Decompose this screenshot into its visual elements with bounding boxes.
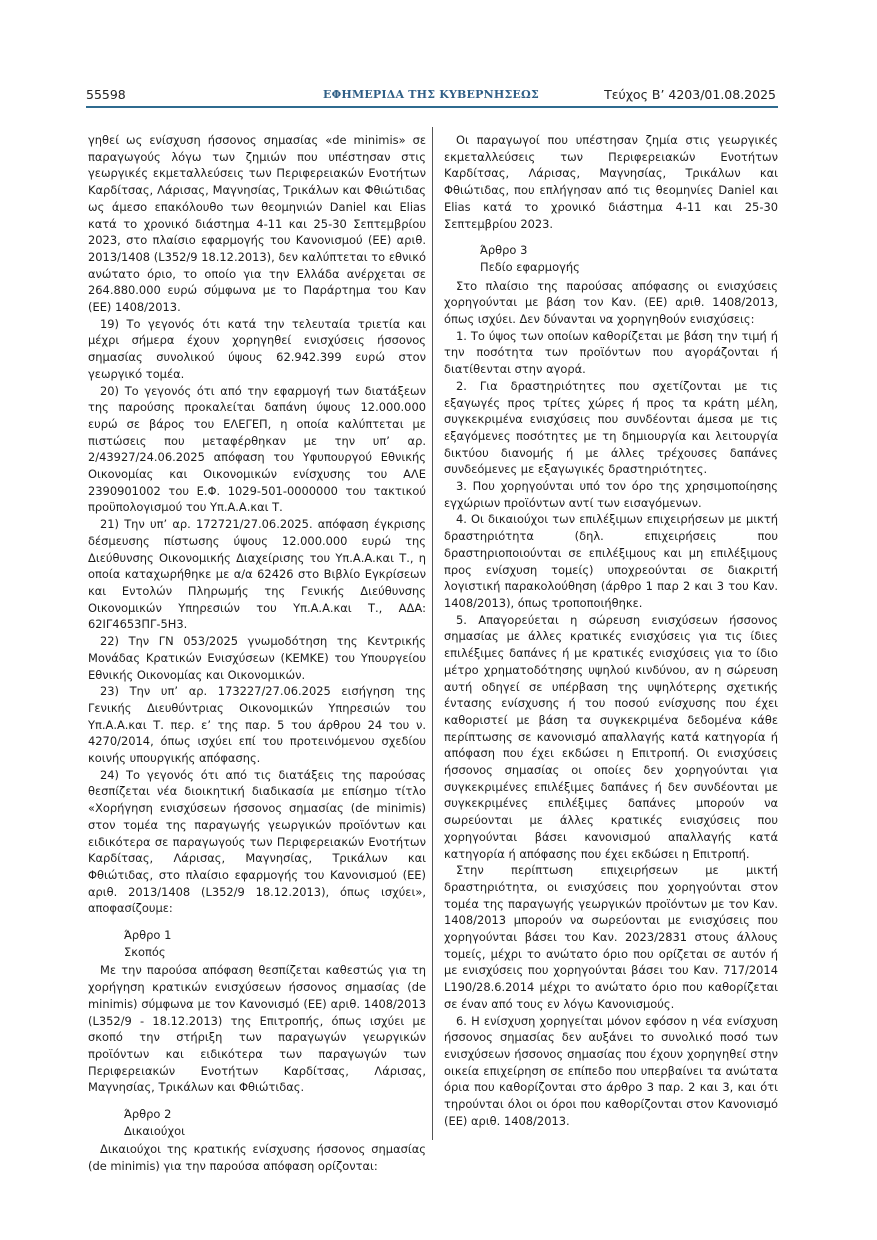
article-3-item-1: 1. Το ύψος των οποίων καθορίζεται με βάση την τιμή ή την ποσότητα των προϊόντων που αγοράζονται ή διατίθενται στην αγορά.	[444, 328, 778, 377]
header-rule	[86, 106, 778, 108]
list-item-20: 20) Το γεγονός ότι από την εφαρμογή των διατάξεων της παρούσης προκαλείται δαπάνη ύψους 12.000.000 ευρώ σε βάρος του ΕΛΕΓΕΠ, η οποία καλύπτεται με πιστώσεις που μεταφέρθηκαν με την υπ’ αρ. 2/43927/24.06.2025 απόφαση του Υφυπουργού Εθνικής Οικονομίας και Οικονομικών ενίσχυσης του ΑΛΕ 2390901002 του Ε.Φ. 1029-501-0000000 του τακτικού προϋπολογισμού του Υπ.Α.Α.και Τ.	[88, 383, 426, 515]
article-title: Δικαιούχοι	[124, 1123, 185, 1138]
article-3-item-5-continued: Στην περίπτωση επιχειρήσεων με μικτή δραστηριότητα, οι ενισχύσεις που χορηγούνται στον τομέα της παραγωγής γεωργικών προϊόντων με τον Καν. 1408/2013 μπορούν να σωρεύονται με ενισχύσεις που χορηγούνται βάσει του Καν. 2023/2831 στους άλλους τομείς, μέχρι το ανώτατο όριο που ορίζεται σε αυτόν ή με ενισχύσεις που χορηγούνται βάσει του Καν. 717/2014 L190/28.6.2014 μέχρι το ανώτατο όριο που καθορίζεται σε έναν από τους εν λόγω Κανονισμούς.	[444, 863, 778, 1011]
article-2-continued: Οι παραγωγοί που υπέστησαν ζημία στις γεωργικές εκμεταλλεύσεις των Περιφερειακών Ενοτήτων Καρδίτσας, Λάρισας, Μαγνησίας, Τρικάλων και Φθιώτιδας, που επλήγησαν από τις θεομηνίες Daniel και Elias κατά το χρονικό διάστημα 4-11 και 25-30 Σεπτεμβρίου 2023.	[444, 133, 778, 231]
article-1-heading	[88, 927, 426, 960]
article-number: Άρθρο 2	[124, 1107, 172, 1122]
article-3-item-2: 2. Για δραστηριότητες που σχετίζονται με τις εξαγωγές προς τρίτες χώρες ή προς τα κράτη μέλη, συγκεκριμένα ενισχύσεις που συνδέονται άμεσα με τις εξαγόμενες ποσότητες με τη δημιουργία και λειτουργία δικτύου διανομής ή με άλλες τρέχουσες δαπάνες συνδεόμενες με εξαγωγικές δραστηριότητες.	[444, 378, 778, 477]
list-item-19: 19) Το γεγονός ότι κατά την τελευταία τριετία και μέχρι σήμερα έχουν χορηγηθεί ενισχύσεις ήσσονος σημασίας συνολικού ύψους 62.942.399 ευρώ στον γεωργικό τομέα.	[88, 316, 426, 381]
paragraph-continuation: γηθεί ως ενίσχυση ήσσονος σημασίας «de minimis» σε παραγωγούς λόγω των ζημιών που υπέστησαν στις γεωργικές εκμεταλλεύσεις των Περιφερειακών Ενοτήτων Καρδίτσας, Λάρισας, Μαγνησίας, Τρικάλων και Φθιώτιδας ως άμεσο επακόλουθο των θεομηνιών Daniel και Elias κατά το χρονικό διάστημα 4-11 και 25-30 Σεπτεμβρίου 2023, στο πλαίσιο εφαρμογής του Κανονισμού (ΕΕ) αριθ. 2013/1408 (L352/9 18.12.2013), δεν καλύπτεται το εθνικό ανώτατο όριο, το οποίο για την Ελλάδα ανέρχεται σε 264.880.000 ευρώ σύμφωνα με το Παράρτημα του Καν (ΕΕ) 1408/2013.	[88, 133, 426, 315]
column-divider	[432, 127, 433, 1140]
article-2-text: Δικαιούχοι της κρατικής ενίσχυσης ήσσονος σημασίας (de minimis) για την παρούσα απόφαση ορίζονται:	[88, 1142, 426, 1174]
page-number: 55598	[86, 87, 126, 102]
list-item-24: 24) Το γεγονός ότι από τις διατάξεις της παρούσας θεσπίζεται νέα διοικητική διαδικασία με επίσημο τίτλο «Χορήγηση ενισχύσεων ήσσονος σημασίας (de minimis) στον τομέα της παραγωγής γεωργικών προϊόντων και ειδικότερα σε παραγωγούς των Περιφερειακών Ενοτήτων Καρδίτσας, Λάρισας, Μαγνησίας, Τρικάλων και Φθιώτιδας, στο πλαίσιο εφαρμογής του Κανονισμού (ΕΕ) αριθ. 2013/1408 (L352/9 18.12.2013), όπως ισχύει», αποφασίζουμε:	[88, 767, 426, 916]
list-item-23: 23) Την υπ’ αρ. 173227/27.06.2025 εισήγηση της Γενικής Διευθύντριας Οικονομικών Υπηρεσιών του Υπ.Α.Α.και Τ. περ. ε’ της παρ. 5 του άρθρου 24 του ν. 4270/2014, όπως ισχύει επί του προτεινόμενου σχεδίου κοινής υπουργικής απόφασης.	[88, 684, 426, 766]
page-header	[86, 84, 776, 106]
article-title: Πεδίο εφαρμογής	[480, 259, 580, 274]
article-3-intro: Στο πλαίσιο της παρούσας απόφασης οι ενισχύσεις χορηγούνται με βάση τον Καν. (ΕΕ) αριθ. 1408/2013, όπως ισχύει. Δεν δύνανται να χορηγηθούν ενισχύσεις:	[444, 278, 778, 327]
article-title: Σκοπός	[124, 944, 166, 959]
list-item-22: 22) Την ΓΝ 053/2025 γνωμοδότηση της Κεντρικής Μονάδας Κρατικών Ενισχύσεων (ΚΕΜΚΕ) του Υπουργείου Εθνικής Οικονομίας και Οικονομικών.	[88, 634, 426, 682]
gazette-title: ΕΦΗΜΕΡΙΔΑ ΤΗΣ ΚΥΒΕΡΝΗΣΕΩΣ	[323, 88, 539, 101]
right-column	[444, 132, 778, 1129]
article-3-item-4: 4. Οι δικαιούχοι των επιλέξιμων επιχειρήσεων με μικτή δραστηριότητα (δηλ. επιχειρήσεις που δραστηριοποιούνται σε επιλέξιμους και μη επιλέξιμους προς ενίσχυση τομείς) υποχρεούνται σε διακριτή λογιστική παρακολούθηση (άρθρο 1 παρ 2 και 3 του Καν. 1408/2013), όπως τροποποιήθηκε.	[444, 512, 778, 610]
article-3-item-3: 3. Που χορηγούνται υπό τον όρο της χρησιμοποίησης εγχώριων προϊόντων αντί των εισαγόμενων.	[444, 479, 778, 510]
article-3-item-5: 5. Απαγορεύεται η σώρευση ενισχύσεων ήσσονος σημασίας με άλλες κρατικές ενισχύσεις για τις ίδιες επιλέξιμες δαπάνες ή με κρατικές ενισχύσεις για το ίδιο μέτρο χρηματοδότησης υψηλού κινδύνου, αν η σώρευση αυτή οδηγεί σε υπέρβαση της υψηλότερης σχετικής έντασης ενίσχυσης ή του ποσού ενίσχυσης που έχει καθοριστεί με βάση τα συγκεκριμένα δεδομένα κάθε περίπτωσης σε κανονισμό απαλλαγής κατά κατηγορία ή απόφαση που έχει εκδώσει η Επιτροπή. Οι ενισχύσεις ήσσονος σημασίας οι οποίες δεν χορηγούνται για συγκεκριμένες επιλέξιμες δαπάνες ή δεν συνδέονται με συγκεκριμένες επιλέξιμες δαπάνες μπορούν να σωρεύονται με άλλες κρατικές ενισχύσεις που χορηγούνται βάσει κανονισμού απαλλαγής κατά κατηγορία ή απόφασης που έχει εκδώσει η Επιτροπή.	[444, 612, 778, 861]
article-2-heading	[88, 1106, 426, 1139]
left-column	[88, 132, 426, 1175]
article-3-item-6: 6. Η ενίσχυση χορηγείται μόνον εφόσον η νέα ενίσχυση ήσσονος σημασίας δεν αυξάνει το συνολικό ποσό των ενισχύσεων ήσσονος σημασίας που έχουν χορηγηθεί στην οικεία επιχείρηση σε επίπεδο που υπερβαίνει τα ανώτατα όρια που καθορίζονται στο άρθρο 3 παρ. 2 και 3, και ότι τηρούνται όλοι οι όροι που καθορίζονται στον Κανονισμό (ΕΕ) αριθ. 1408/2013.	[444, 1013, 778, 1128]
issue-number: Τεύχος Β’ 4203/01.08.2025	[604, 87, 776, 102]
article-1-text: Με την παρούσα απόφαση θεσπίζεται καθεστώς για τη χορήγηση κρατικών ενισχύσεων ήσσονος σημασίας (de minimis) σύμφωνα με τον Κανονισμό (ΕΕ) αριθ. 1408/2013 (L352/9 - 18.12.2013) της Επιτροπής, όπως ισχύει με σκοπό την στήριξη των παραγωγών γεωργικών προϊόντων και ειδικότερα των παραγωγών των Περιφερειακών Ενοτήτων Καρδίτσας, Λάρισας, Μαγνησίας, Τρικάλων και Φθιώτιδας.	[88, 963, 426, 1095]
list-item-21: 21) Την υπ’ αρ. 172721/27.06.2025. απόφαση έγκρισης δέσμευσης πίστωσης ύψους 12.000.000 ευρώ της Διεύθυνσης Οικονομικής Διαχείρισης του Υπ.Α.Α.και Τ., η οποία καταχωρήθηκε με α/α 62426 στο Βιβλίο Εγκρίσεων και Εντολών Πληρωμής της Γενικής Διεύθυνσης Οικονομικών Υπηρεσιών του Υπ.Α.Α.και Τ., ΑΔΑ: 62ΙΓ4653ΠΓ-5Η3.	[88, 517, 426, 632]
article-number: Άρθρο 1	[124, 928, 172, 943]
article-number: Άρθρο 3	[480, 243, 528, 258]
article-3-heading	[444, 242, 778, 275]
